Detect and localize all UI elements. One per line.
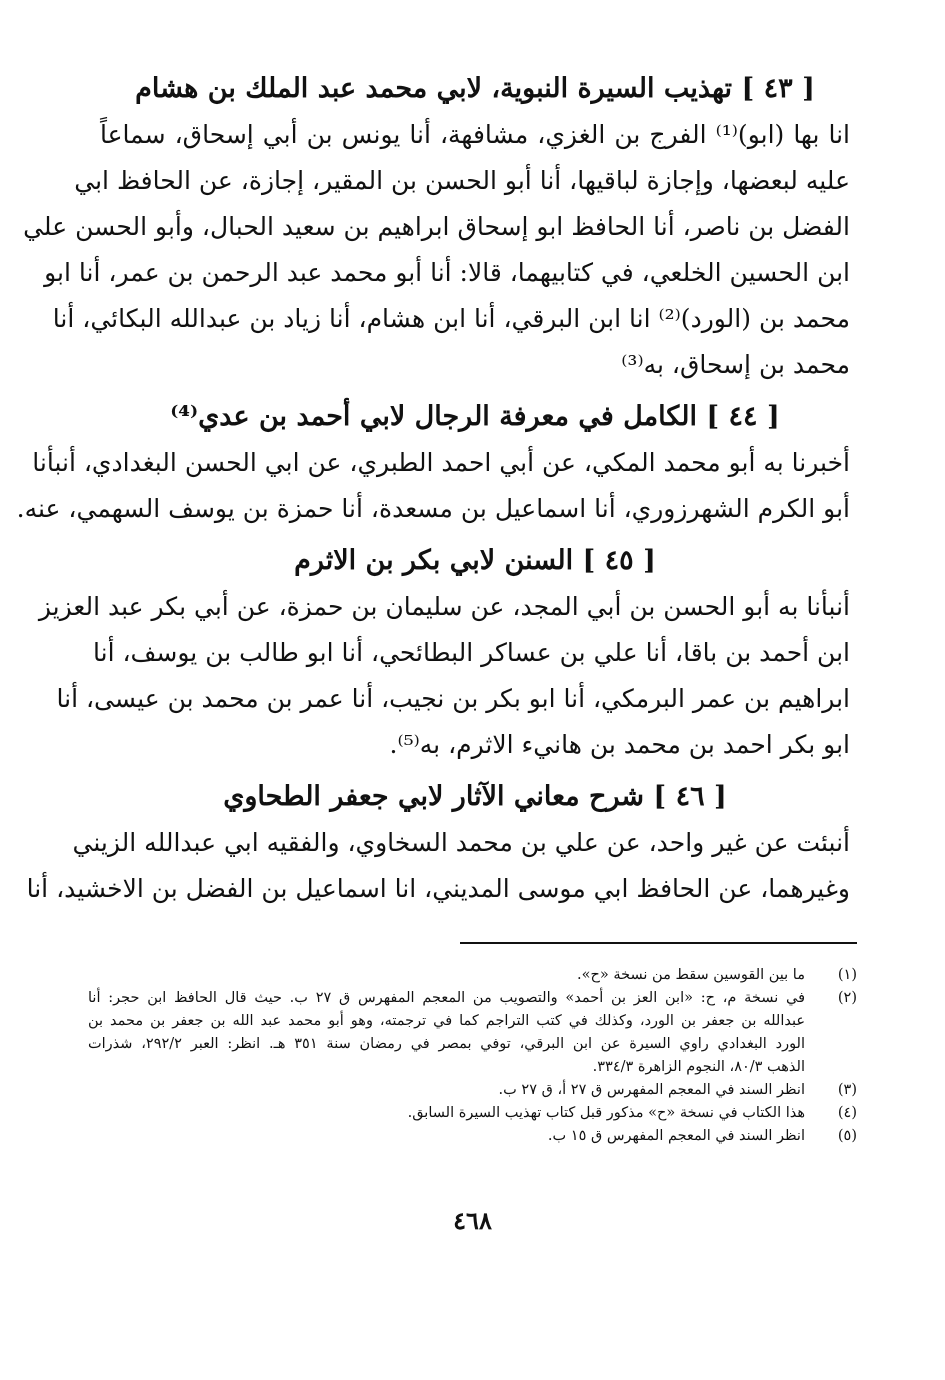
text-line: ابو بكر احمد بن محمد بن هانيء الاثرم، به⁽⁵⁾. — [389, 730, 850, 759]
footnote-number: (٤) — [837, 1105, 857, 1121]
page-number: ٤٦٨ — [453, 1206, 492, 1235]
section-text — [26, 820, 850, 912]
footnote-line: انظر السند في المعجم المفهرس ق ١٥ ب. — [547, 1128, 805, 1144]
footnote — [88, 1102, 857, 1125]
section-title: [ ٤٦ ] شرح معاني الآثار لابي جعفر الطحاوي — [223, 781, 727, 812]
footnote-line: الورد البغدادي راوي السيرة عن ابن البرقي، توفي بمصر في رمضان سنة ٣٥١ هـ. انظر: العبر ٢٩٢/٢، شذرات — [88, 1036, 806, 1052]
text-line: ابراهيم بن عمر البرمكي، أنا ابو بكر بن نجيب، أنا عمر بن محمد بن عيسى، أنا — [56, 684, 850, 713]
text-line: أبو الكرم الشهرزوري، أنا اسماعيل بن مسعدة، أنا حمزة بن يوسف السهمي، عنه. — [16, 494, 850, 523]
footnote-number: (٢) — [837, 990, 857, 1006]
footnote-divider — [460, 942, 857, 944]
main-text — [16, 66, 850, 918]
footnote — [88, 1125, 857, 1148]
footnote-line: الذهب ٨٠/٣، النجوم الزاهرة ٣٣٤/٣. — [592, 1059, 805, 1075]
footnote — [88, 1079, 857, 1102]
text-line: ابن الحسين الخلعي، في كتابيهما، قالا: أنا أبو محمد عبد الرحمن بن عمر، أنا ابو — [44, 258, 850, 287]
text-line: انا بها (ابو)⁽¹⁾ الفرج بن الغزي، مشافهة، أنا يونس بن أبي إسحاق، سماعاً — [100, 120, 850, 149]
text-line: الفضل بن ناصر، أنا الحافظ ابو إسحاق ابراهيم بن سعيد الحبال، وأبو الحسن علي — [23, 212, 850, 241]
footnote-number: (١) — [837, 967, 857, 983]
footnotes — [88, 964, 857, 1148]
footnote-line: انظر السند في المعجم المفهرس ق ٢٧ أ، ق ٢٧ ب. — [498, 1082, 805, 1098]
footnote — [88, 987, 857, 1079]
section-text — [38, 584, 850, 768]
footnote-line: هذا الكتاب في نسخة «ح» مذكور قبل كتاب تهذيب السيرة السابق. — [407, 1105, 805, 1121]
footnote-line: ما بين القوسين سقط من نسخة «ح». — [577, 967, 805, 983]
text-line: أخبرنا به أبو محمد المكي، عن أبي احمد الطبري، عن ابي الحسن البغدادي، أنبأنا — [32, 448, 850, 477]
footnote-number: (٥) — [837, 1128, 857, 1144]
section-title: [ ٤٥ ] السنن لابي بكر بن الاثرم — [294, 545, 656, 576]
text-line: ابن أحمد بن باقا، أنا علي بن عساكر البطائحي، أنا ابو طالب بن يوسف، أنا — [93, 638, 850, 667]
text-line: أنبأنا به أبو الحسن بن أبي المجد، عن سليمان بن حمزة، عن أبي بكر عبد العزيز — [38, 592, 850, 621]
section-title: [ ٤٣ ] تهذيب السيرة النبوية، لابي محمد عبد الملك بن هشام — [135, 73, 815, 104]
section-text — [16, 440, 850, 532]
section-title: [ ٤٤ ] الكامل في معرفة الرجال لابي أحمد بن عدي⁽⁴⁾ — [170, 401, 780, 432]
text-line: وغيرهما، عن الحافظ ابي موسى المديني، انا اسماعيل بن الفضل بن الاخشيد، أنا — [26, 874, 850, 903]
text-line: محمد بن إسحاق، به⁽³⁾ — [621, 350, 850, 379]
footnote-line: عبدالله بن جعفر بن الورد، وكذلك في كتب التراجم كما في ترجمته، وهو أبو محمد عبد الله بن جعفر بن محمد بن — [88, 1013, 805, 1029]
footnote — [88, 964, 857, 987]
text-line: محمد بن (الورد)⁽²⁾ انا ابن البرقي، أنا ابن هشام، أنا زياد بن عبدالله البكائي، أنا — [52, 304, 850, 333]
text-line: أنبئت عن غير واحد، عن علي بن محمد السخاوي، والفقيه ابي عبدالله الزيني — [72, 828, 850, 857]
footnote-line: في نسخة م، ح: «ابن العز بن أحمد» والتصويب من المعجم المفهرس ق ٢٧ ب. حيث قال الحافظ ابن حجر: أنا — [88, 990, 805, 1006]
text-line: عليه لبعضها، وإجازة لباقيها، أنا أبو الحسن بن المقير، إجازة، عن الحافظ ابي — [74, 166, 850, 195]
footnote-number: (٣) — [837, 1082, 857, 1098]
section-text — [23, 112, 850, 388]
